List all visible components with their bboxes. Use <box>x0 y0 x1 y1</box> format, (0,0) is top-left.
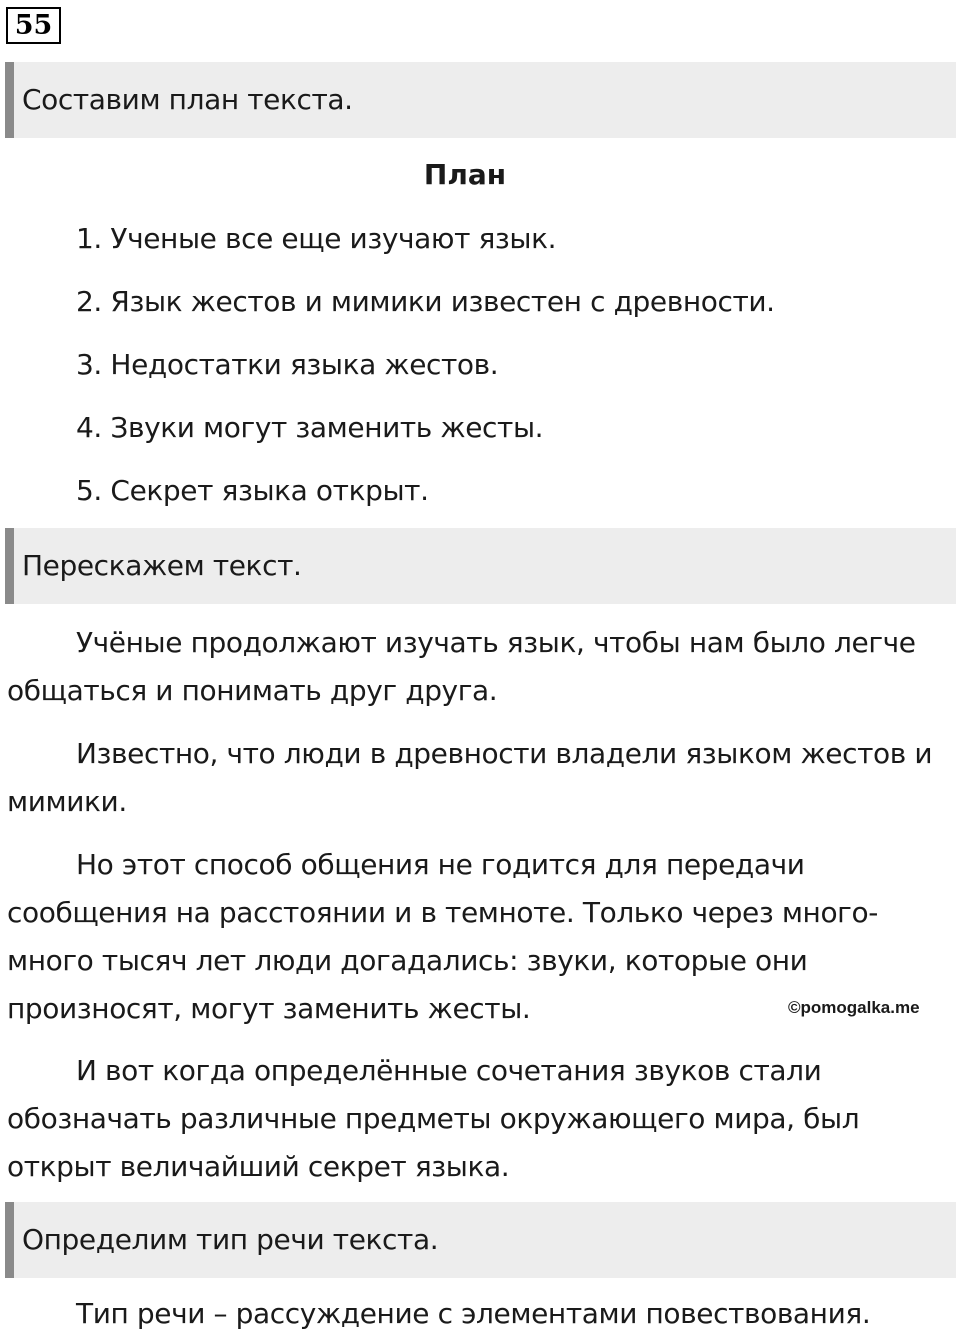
plan-item: 3. Недостатки языка жестов. <box>76 348 499 381</box>
section-header-retell: Перескажем текст. <box>5 528 956 604</box>
watermark: ©pomogalka.me <box>788 998 920 1017</box>
plan-item: 5. Секрет языка открыт. <box>76 474 429 507</box>
plan-item: 4. Звуки могут заменить жесты. <box>76 411 544 444</box>
retell-paragraph: Известно, что люди в древности владели языком жестов и мимики. <box>7 737 933 818</box>
retell-paragraph: Учёные продолжают изучать язык, чтобы нам было легче общаться и понимать друг друга. <box>7 626 916 707</box>
plan-item: 1. Ученые все еще изучают язык. <box>76 222 557 255</box>
section-header-plan: Составим план текста. <box>5 62 956 138</box>
exercise-number: 55 <box>6 7 61 44</box>
plan-item: 2. Язык жестов и мимики известен с древности. <box>76 285 775 318</box>
retell-paragraph: Но этот способ общения не годится для передачи сообщения на расстоянии и в темноте. Только через много-много тысяч лет люди догадались: звуки, которые они произносят, могут заменить жесты. <box>7 848 878 1025</box>
speech-type-answer: Тип речи – рассуждение с элементами повествования. <box>76 1297 871 1330</box>
plan-list <box>76 219 775 534</box>
section-header-speech-type: Определим тип речи текста. <box>5 1202 956 1278</box>
plan-title: План <box>423 158 507 191</box>
retell-paragraph: И вот когда определённые сочетания звуков стали обозначать различные предметы окружающего мира, был открыт величайший секрет языка. <box>7 1054 860 1183</box>
